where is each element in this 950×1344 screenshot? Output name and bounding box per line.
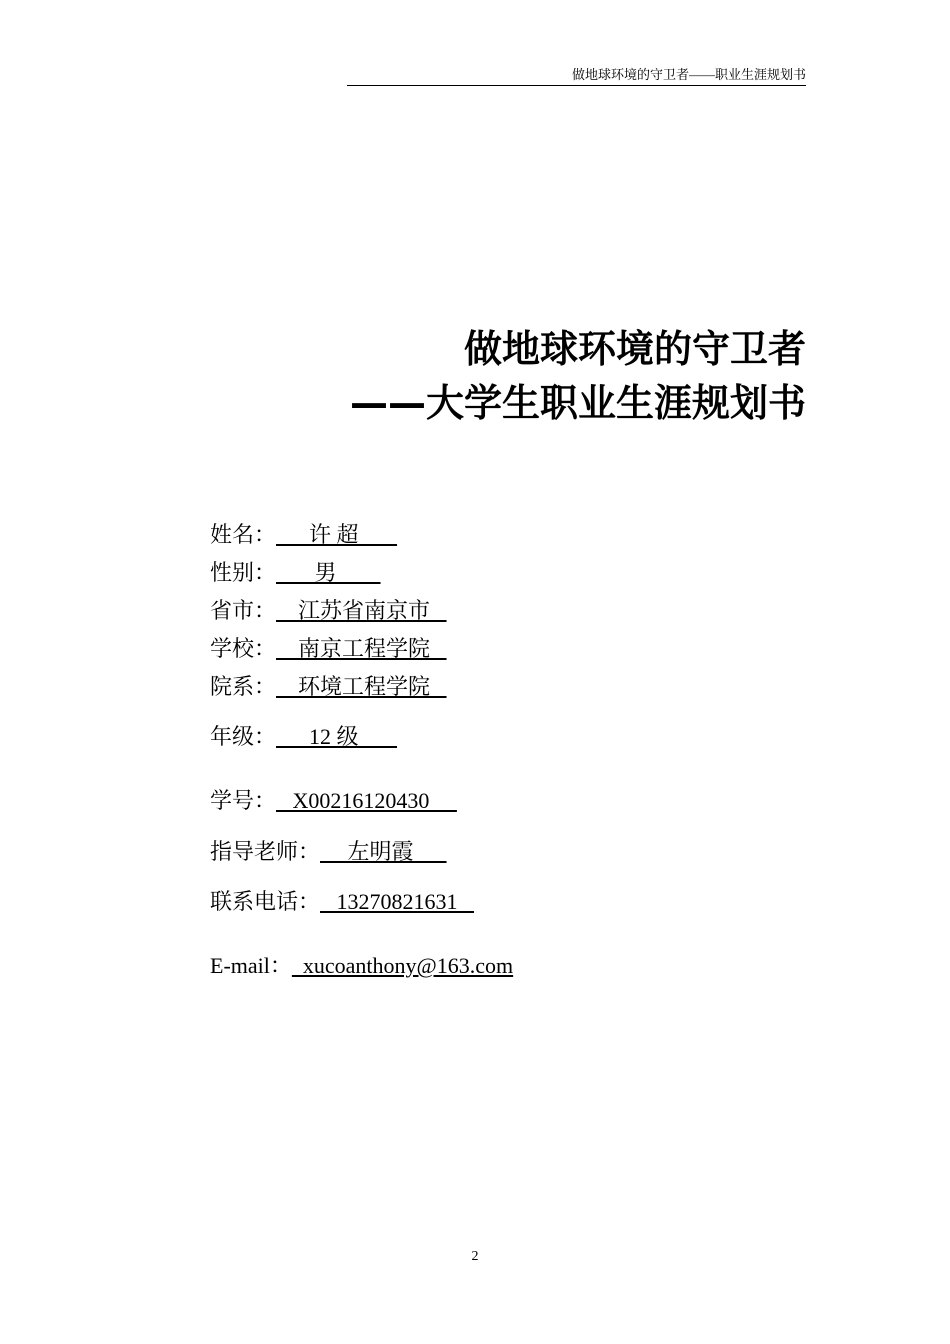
field-department xyxy=(210,673,447,701)
field-value: 许 超 xyxy=(276,522,398,547)
field-value: 左明霞 xyxy=(320,839,447,864)
email-link[interactable]: xucoanthony@163.com xyxy=(291,953,514,978)
field-value: 南京工程学院 xyxy=(276,636,447,661)
field-label: 院系： xyxy=(210,674,277,699)
field-label: 姓名： xyxy=(210,522,277,547)
field-name xyxy=(210,521,397,549)
field-advisor xyxy=(210,838,447,866)
field-label: 学校： xyxy=(210,636,277,661)
field-label: E-mail： xyxy=(210,953,292,978)
running-header xyxy=(347,66,806,86)
field-student-id xyxy=(210,787,457,815)
field-gender xyxy=(210,559,381,587)
title-line-2: ——大学生职业生涯规划书 xyxy=(349,381,806,425)
field-email xyxy=(210,952,513,980)
field-label: 联系电话： xyxy=(210,889,321,914)
field-value: 环境工程学院 xyxy=(276,674,447,699)
field-value: 男 xyxy=(276,560,381,585)
field-label: 年级： xyxy=(210,724,277,749)
running-header-text: 做地球环境的守卫者——职业生涯规划书 xyxy=(571,67,806,82)
field-value: X00216120430 xyxy=(276,788,457,813)
field-value: 12 级 xyxy=(276,724,398,749)
field-phone xyxy=(210,888,474,916)
field-label: 性别： xyxy=(210,560,277,585)
field-label: 省市： xyxy=(210,598,277,623)
field-province-city xyxy=(210,597,447,625)
field-value: 13270821631 xyxy=(320,889,475,914)
field-label: 指导老师： xyxy=(210,839,321,864)
page-number: 2 xyxy=(471,1249,479,1264)
field-value: 江苏省南京市 xyxy=(276,598,447,623)
title-line-1: 做地球环境的守卫者 xyxy=(463,327,806,371)
field-label: 学号： xyxy=(210,788,277,813)
field-school xyxy=(210,635,447,663)
field-grade xyxy=(210,723,397,751)
document-title xyxy=(350,322,806,430)
